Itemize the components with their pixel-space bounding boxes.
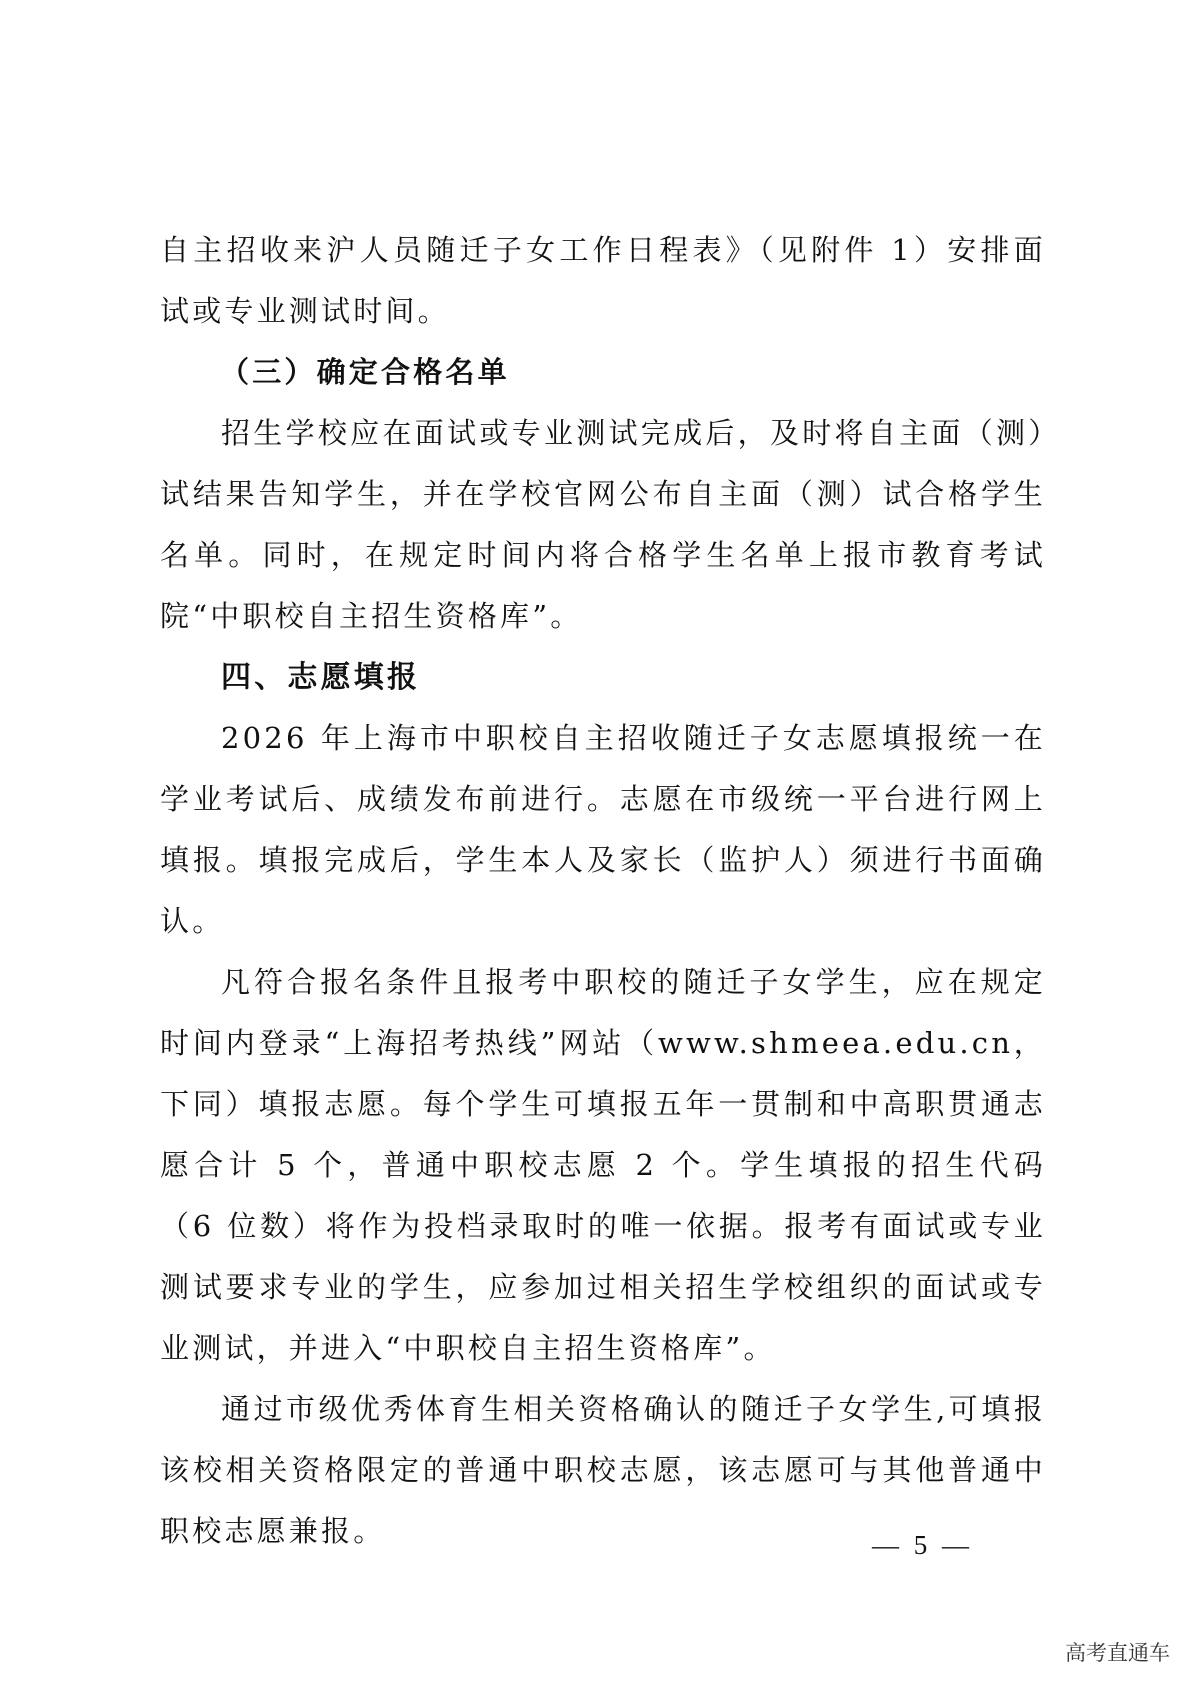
paragraph-sports-students: 通过市级优秀体育生相关资格确认的随迁子女学生,可填报该校相关资格限定的普通中职校志愿，该志愿可与其他普通中职校志愿兼报。 xyxy=(160,1392,1046,1548)
section-heading-4: 四、志愿填报 xyxy=(221,660,421,695)
paragraph-application-rules: 凡符合报名条件且报考中职校的随迁子女学生，应在规定时间内登录“上海招考热线”网站（www.shmeea.edu.cn，下同）填报志愿。每个学生可填报五年一贯制和中高职贯通志愿合计 5 个，普通中职校志愿 2 个。学生填报的招生代码（6 位数）将作为投档录取时的唯一依据。报考有面试或专业测试要求专业的学生，应参加过相关招生学校组织的面试或专业测试，并进入“中职校自主招生资格库”。 xyxy=(160,965,1046,1365)
paragraph-continuation: 自主招收来沪人员随迁子女工作日程表》（见附件 1）安排面试或专业测试时间。 xyxy=(160,233,1046,328)
paragraph-application-timing: 2026 年上海市中职校自主招收随迁子女志愿填报统一在学业考试后、成绩发布前进行。志愿在市级统一平台进行网上填报。填报完成后，学生本人及家长（监护人）须进行书面确认。 xyxy=(160,721,1046,938)
page-number: — 5 — xyxy=(872,1530,973,1560)
document-body xyxy=(160,220,1046,1562)
section-heading-3: （三）确定合格名单 xyxy=(220,355,510,389)
watermark: 高考直通车 xyxy=(1065,1641,1170,1665)
paragraph-qualified-list: 招生学校应在面试或专业测试完成后，及时将自主面（测）试结果告知学生，并在学校官网公布自主面（测）试合格学生名单。同时，在规定时间内将合格学生名单上报市教育考试院“中职校自主招生资格库”。 xyxy=(160,416,1046,633)
